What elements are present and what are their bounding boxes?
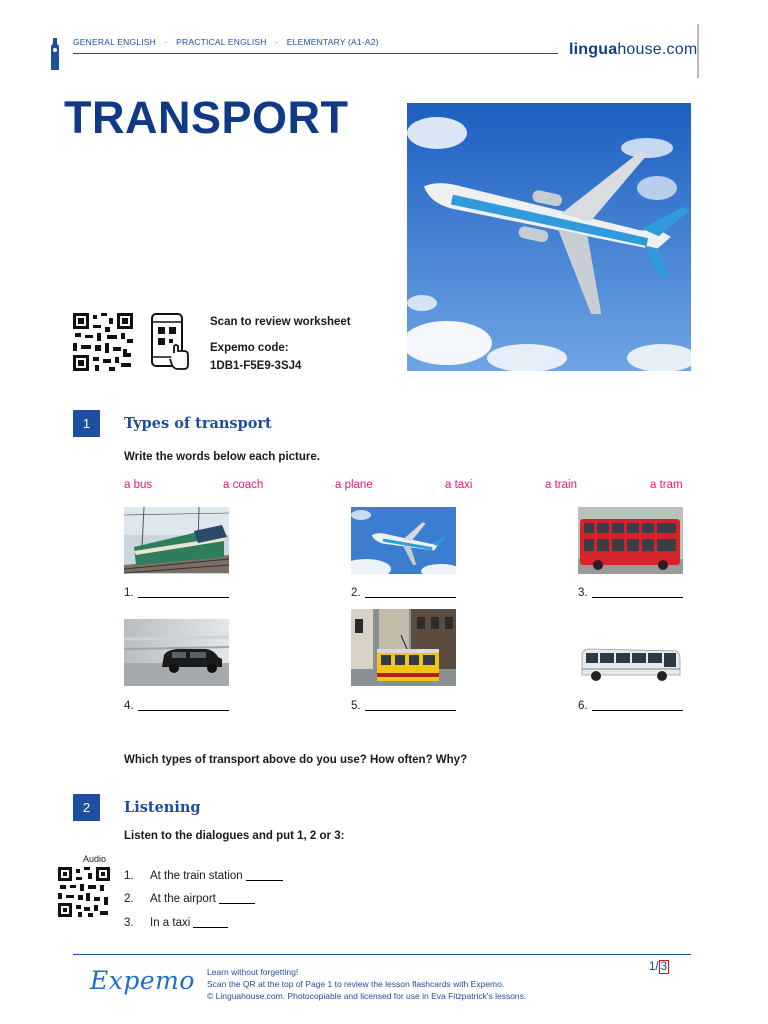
scan-label: Scan to review worksheet [210,316,351,328]
expemo-logo[interactable]: Expemo [90,966,195,995]
audio-qr-code-icon[interactable] [58,867,110,917]
page-total[interactable]: 3 [660,961,668,973]
answer-blank[interactable] [193,917,228,928]
big-ben-icon [49,38,61,70]
breadcrumb-separator: · [164,37,168,47]
margin-divider [697,24,699,78]
instruction-text: Listen to the dialogues and put 1, 2 or 3: [124,830,345,842]
discussion-question: Which types of transport above do you use? How often? Why? [124,754,468,766]
footer-instruction: Scan the QR at the top of Page 1 to review the lesson flashcards with Expemo. [207,979,505,989]
answer-line[interactable]: 6. [578,700,683,712]
section-number: 2 [73,794,100,821]
list-item: 3. In a taxi [124,917,228,929]
breadcrumb-item[interactable]: GENERAL ENGLISH [73,37,156,47]
breadcrumb-item[interactable]: PRACTICAL ENGLISH [176,37,267,47]
audio-label: Audio [83,854,107,864]
word-bank-item: a plane [335,479,373,491]
page-title: TRANSPORT [64,92,349,143]
footer-divider [73,954,691,955]
answer-blank[interactable] [246,870,283,881]
word-bank-item: a taxi [445,479,473,491]
word-bank-item: a bus [124,479,153,491]
footer-tagline: Learn without forgetting! [207,967,299,977]
answer-blank[interactable] [219,893,255,904]
section-number: 1 [73,410,100,437]
hero-plane-image [407,103,691,371]
section-title: Types of transport [124,415,272,432]
breadcrumb-item[interactable]: ELEMENTARY (A1-A2) [286,37,379,47]
answer-line[interactable]: 2. [351,587,456,599]
qr-code-icon[interactable] [73,313,133,371]
word-bank-item: a train [545,479,577,491]
taxi-picture [124,619,229,686]
phone-qr-icon [150,313,192,371]
tram-picture [351,609,456,686]
word-bank-item: a tram [650,479,683,491]
header-divider [73,53,558,54]
expemo-code-label: Expemo code: [210,342,289,354]
word-bank-item: a coach [223,479,264,491]
answer-line[interactable]: 5. [351,700,456,712]
answer-line[interactable]: 1. [124,587,229,599]
coach-picture [578,645,683,685]
footer-text [207,966,526,1002]
instruction-text: Write the words below each picture. [124,451,320,463]
answer-line[interactable]: 3. [578,587,683,599]
bus-picture [578,507,683,574]
footer-copyright: © Linguahouse.com. Photocopiable and licensed for use in Eva Fitzpatrick's lessons. [207,991,527,1001]
section-title: Listening [124,799,201,816]
breadcrumb-separator: · [275,37,279,47]
list-item: 1. At the train station [124,870,283,882]
linguahouse-logo[interactable]: linguahouse.com [569,41,698,58]
list-item: 2. At the airport [124,893,255,905]
plane-picture [351,507,456,574]
answer-line[interactable]: 4. [124,700,229,712]
page-number: 1/ 3 [649,961,668,973]
expemo-code: 1DB1-F5E9-3SJ4 [210,360,302,372]
scan-instructions [210,313,351,375]
train-picture [124,507,229,574]
breadcrumb [73,37,379,47]
